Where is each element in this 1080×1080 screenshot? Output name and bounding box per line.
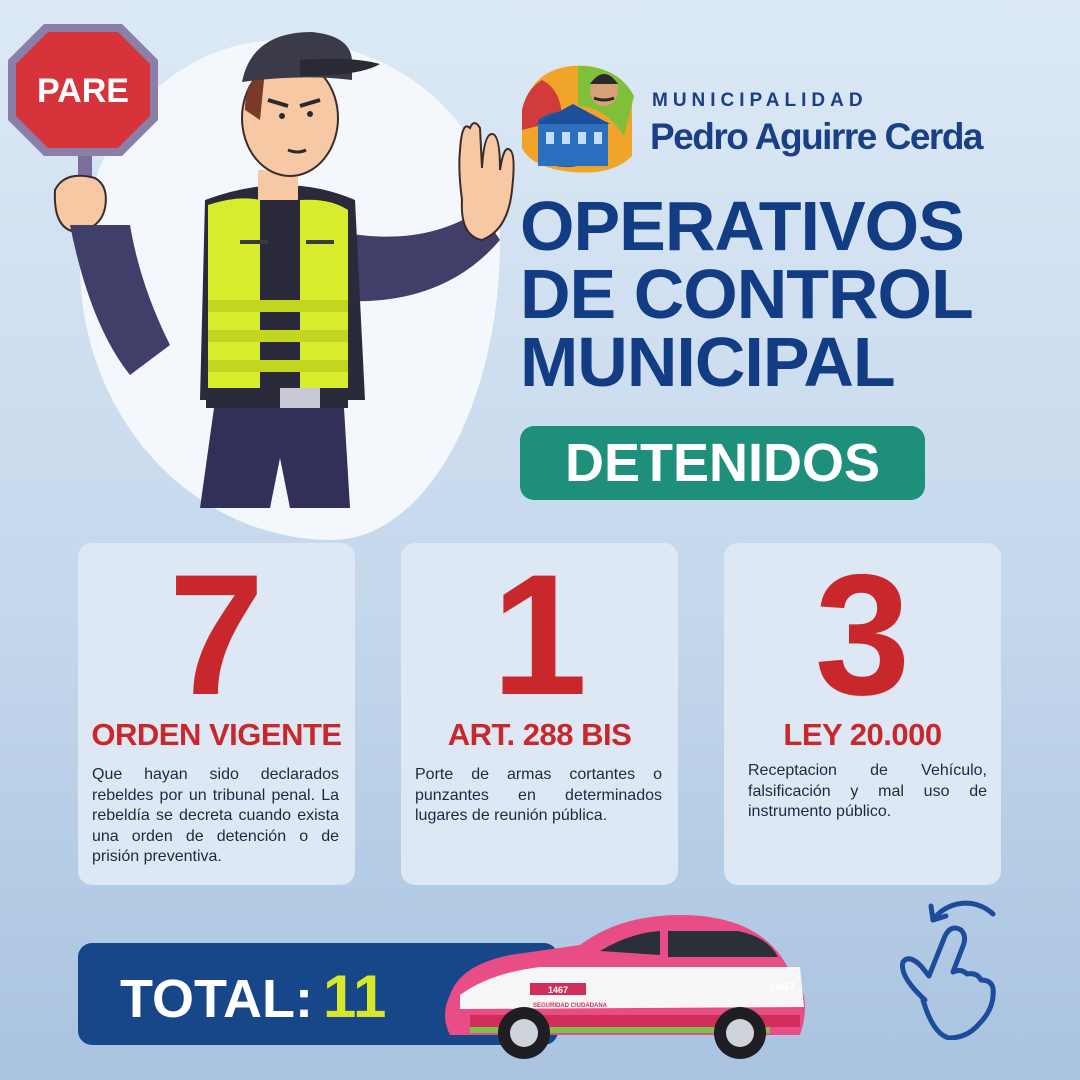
detained-badge: DETENIDOS xyxy=(520,426,925,500)
stat-description: Que hayan sido declarados rebeldes por un tribunal penal. La rebeldía se decreta cuando exista una orden de detención o de prisión preventiva. xyxy=(92,766,339,865)
total-value: 11 xyxy=(322,963,387,1030)
stop-sign-icon xyxy=(8,24,158,156)
traffic-officer-illustration xyxy=(0,0,520,520)
title-line-2: DE CONTROL xyxy=(520,255,973,333)
brand-header xyxy=(518,60,1038,180)
municipal-logo xyxy=(518,60,638,175)
brand-name: Pedro Aguirre Cerda xyxy=(650,116,982,157)
brand-subtitle: MUNICIPALIDAD xyxy=(652,90,868,111)
stat-card-art-288-bis xyxy=(401,539,678,885)
stat-label: ORDEN VIGENTE xyxy=(91,717,342,752)
stat-number: 1 xyxy=(491,539,588,731)
page-title xyxy=(520,187,1040,401)
stat-card-ley-20000 xyxy=(724,539,1001,885)
stat-number: 3 xyxy=(814,539,911,731)
car-unit-label: SEGURIDAD CIUDADANA xyxy=(532,1003,608,1009)
stat-label: ART. 288 BIS xyxy=(447,717,632,752)
stop-sign-label: PARE xyxy=(37,72,129,110)
car-rear-number: 1467 xyxy=(768,980,796,994)
total-label: TOTAL: xyxy=(120,969,313,1029)
patrol-car-illustration xyxy=(440,915,820,1065)
title-line-1: OPERATIVOS xyxy=(520,187,964,265)
car-unit-number: 1467 xyxy=(547,985,569,995)
total-display xyxy=(120,962,386,1034)
tap-gesture-icon xyxy=(885,890,1015,1040)
stat-description: Receptacion de Vehículo, falsificación y mal uso de instrumento público. xyxy=(748,762,987,820)
stat-description: Porte de armas cortantes o punzantes en determinados lugares de reunión pública. xyxy=(415,766,662,824)
stat-card-orden-vigente xyxy=(78,539,355,885)
stat-number: 7 xyxy=(168,539,265,731)
title-line-3: MUNICIPAL xyxy=(520,323,895,401)
stat-label: LEY 20.000 xyxy=(783,717,942,752)
